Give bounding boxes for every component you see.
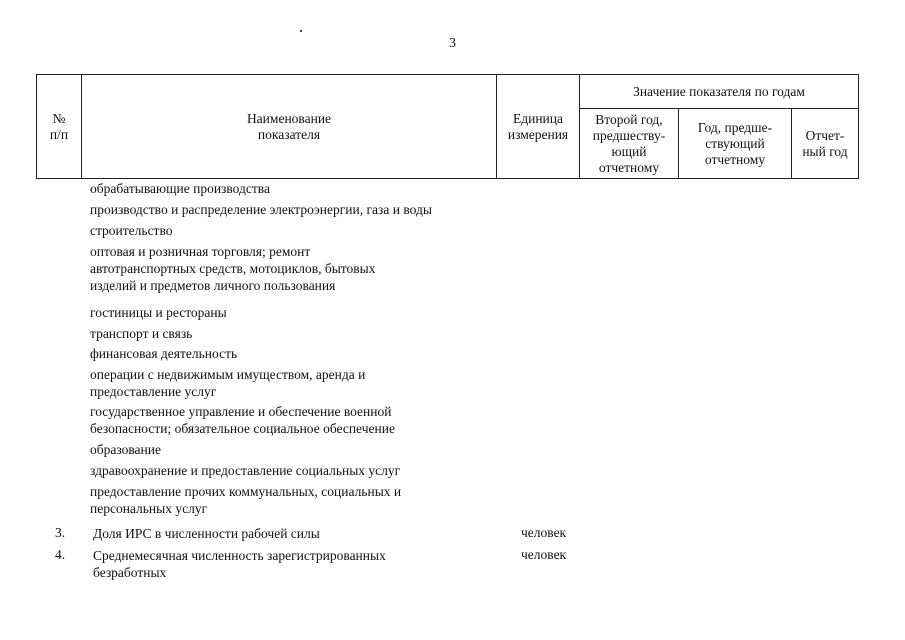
header-table <box>36 74 859 179</box>
header-num: № п/п <box>37 75 82 179</box>
header-unit: Единица измерения <box>497 75 580 179</box>
subitem: транспорт и связь <box>90 326 193 341</box>
subitem: обрабатывающие производства <box>90 181 270 196</box>
subitem: гостиницы и рестораны <box>90 305 227 320</box>
subitem: предоставление прочих коммунальных, социальных и персональных услуг <box>90 484 402 516</box>
subitem: финансовая деятельность <box>90 346 238 361</box>
subitem: операции с недвижимым имуществом, аренда и предоставление услуг <box>90 367 366 399</box>
subitem: здравоохранение и предоставление социальных услуг <box>90 463 401 478</box>
subitem: строительство <box>90 223 173 238</box>
row-unit: человек <box>521 525 567 540</box>
subitem: производство и распределение электроэнергии, газа и воды <box>90 202 432 217</box>
header-report-year: Отчет- ный год <box>792 109 859 179</box>
page-number: 3 <box>449 36 456 51</box>
header-values-group: Значение показателя по годам <box>580 75 859 109</box>
header-second-year: Второй год, предшеству- ющий отчетному <box>580 109 679 179</box>
row-label: Среднемесячная численность зарегистрированных безработных <box>93 548 386 580</box>
row-label: Доля ИРС в численности рабочей силы <box>93 526 320 541</box>
speck <box>300 30 302 32</box>
header-prev-year: Год, предше- ствующий отчетному <box>679 109 792 179</box>
subitem: государственное управление и обеспечение военной безопасности; обязательное социальное обеспечение <box>90 404 395 436</box>
row-number: 4. <box>55 547 66 562</box>
subitem: образование <box>90 442 161 457</box>
subitem: оптовая и розничная торговля; ремонт автотранспортных средств, мотоциклов, бытовых изделий и предметов личного пользования <box>90 244 376 293</box>
row-unit: человек <box>521 547 567 562</box>
header-name: Наименование показателя <box>82 75 497 179</box>
row-number: 3. <box>55 525 66 540</box>
